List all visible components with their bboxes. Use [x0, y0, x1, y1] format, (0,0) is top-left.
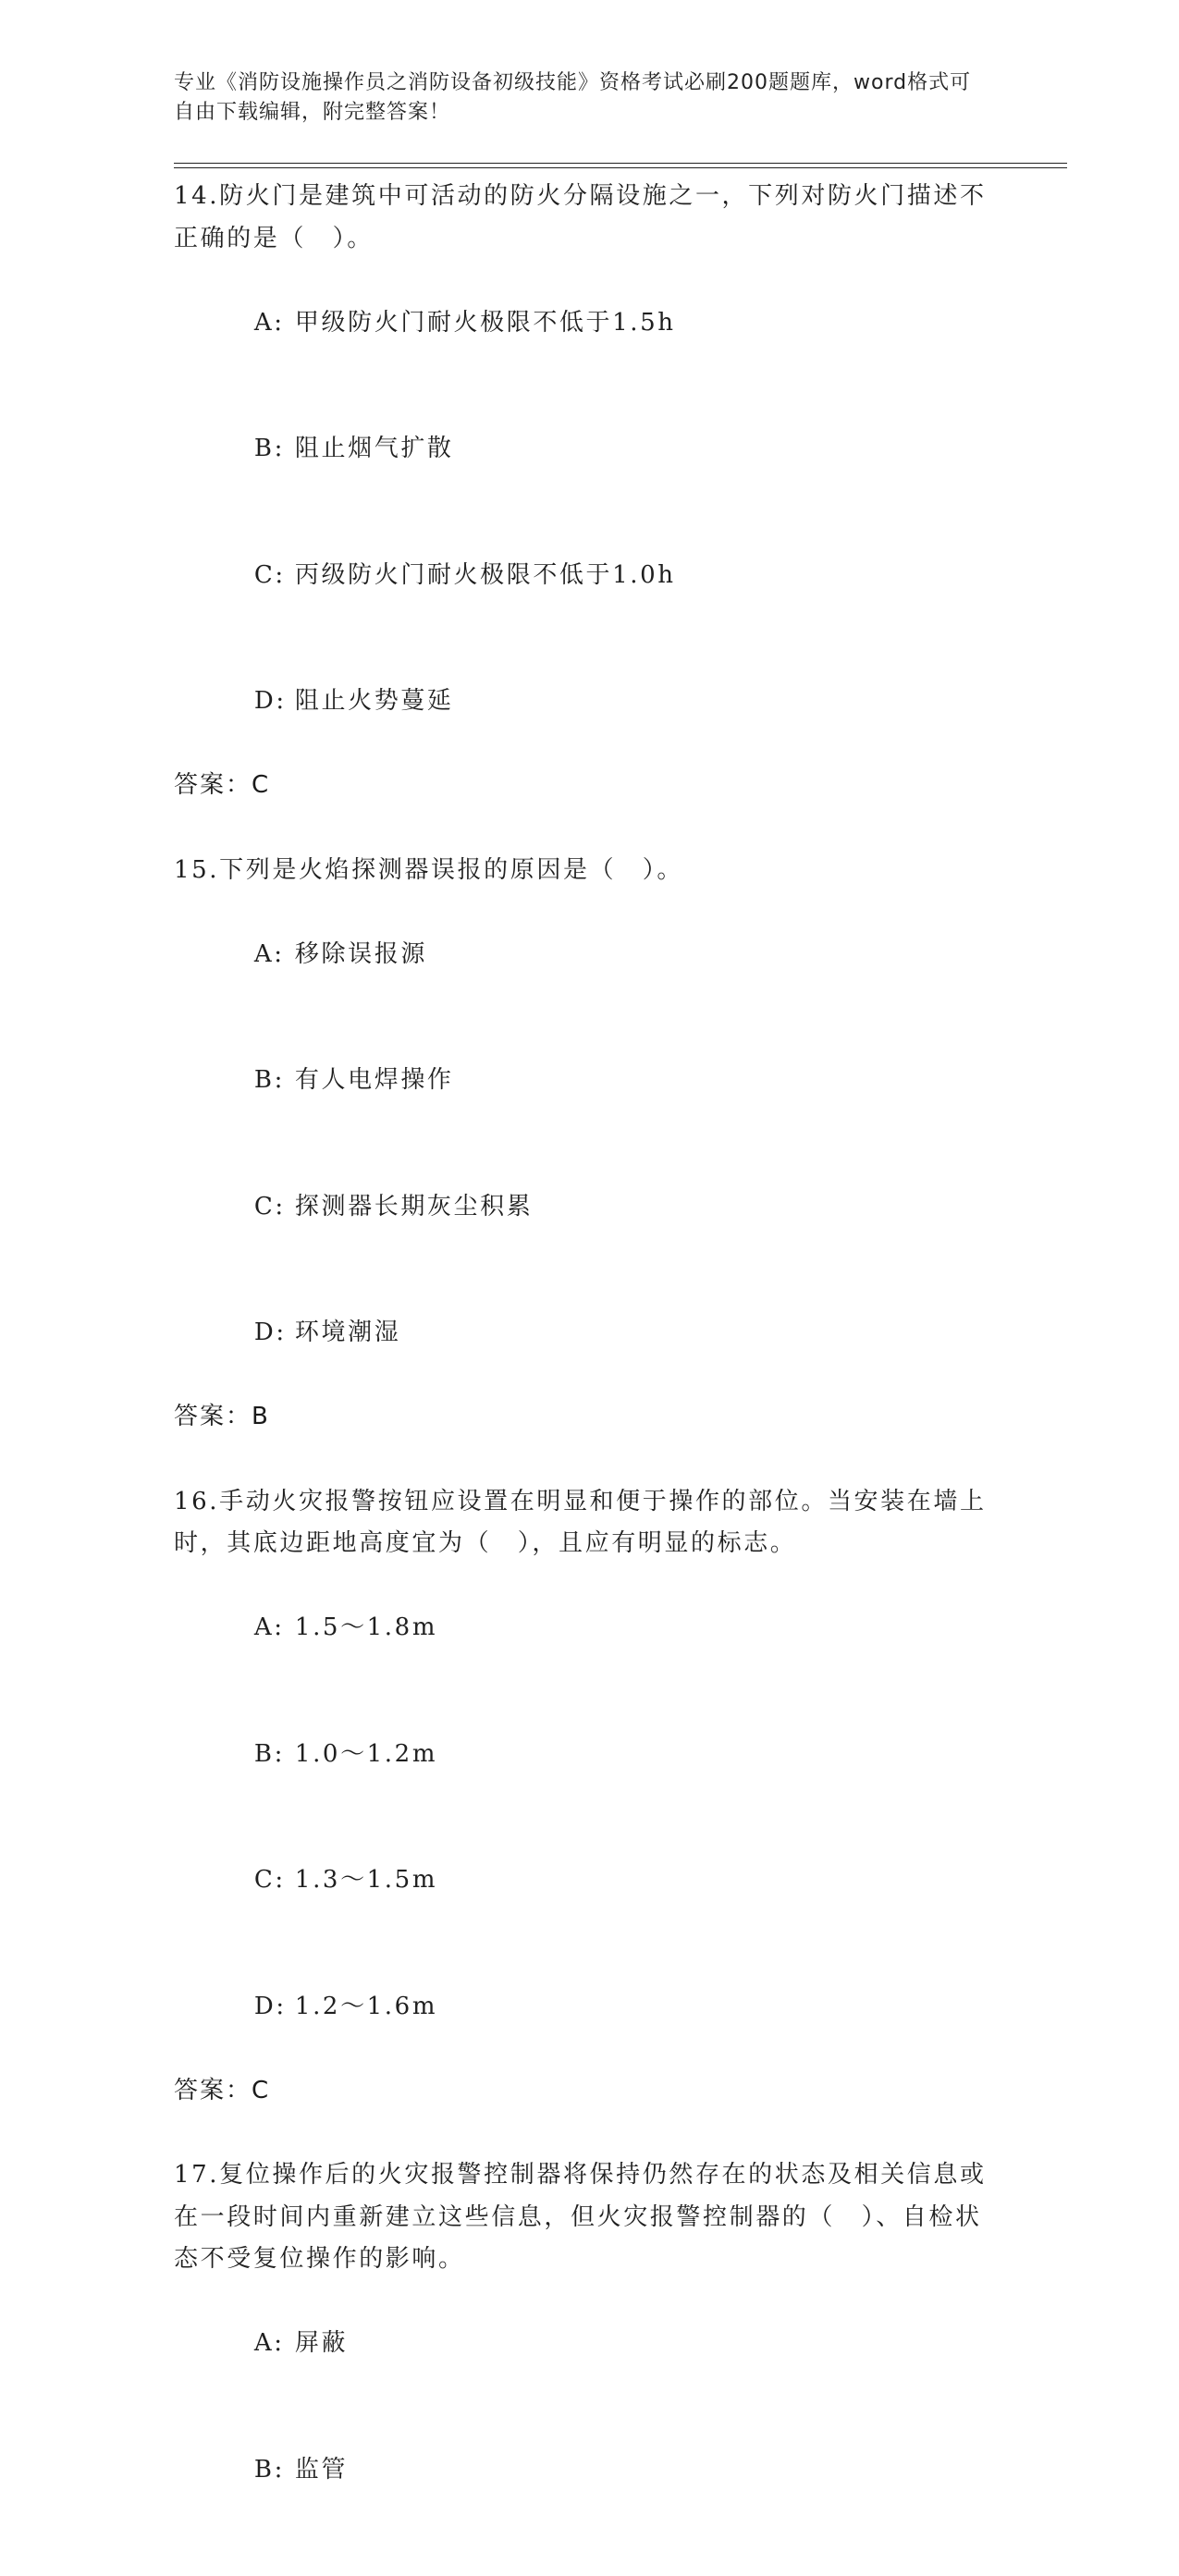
document-header: 专业《消防设施操作员之消防设备初级技能》资格考试必刷200题题库，word格式可自由下载编辑，附完整答案！: [174, 71, 972, 124]
option-c: [174, 1144, 1006, 1270]
header-divider-top: [174, 163, 1067, 164]
option-label: B:: [253, 1066, 285, 1094]
question-stem: 16.手动火灾报警按钮应设置在明显和便于操作的部位。当安装在墙上时，其底边距地高度宜为（ ），且应有明显的标志。: [174, 1487, 987, 1557]
option-label: A:: [253, 2329, 285, 2357]
option-text: 阻止火势蔓延: [294, 687, 454, 715]
option-b: [174, 2407, 1006, 2533]
answer-line: 答案：C: [174, 771, 271, 799]
option-b: [174, 386, 1006, 513]
option-label: A:: [253, 1613, 285, 1641]
option-text: 甲级防火门耐火极限不低于1.5h: [294, 308, 676, 337]
option-a: [174, 891, 1006, 1018]
option-text: 1.2～1.6m: [294, 1992, 438, 2020]
option-text: 1.3～1.5m: [294, 1866, 438, 1894]
option-b: [174, 1691, 1006, 1818]
question-16: [174, 1481, 1006, 2113]
option-label: C:: [253, 560, 286, 589]
option-text: 1.0～1.2m: [294, 1739, 438, 1768]
option-text: 1.5～1.8m: [294, 1613, 438, 1641]
option-b: [174, 1018, 1006, 1145]
option-label: B:: [253, 435, 285, 462]
option-a: [174, 260, 1006, 386]
option-label: C:: [253, 1192, 286, 1221]
option-text: 移除误报源: [294, 939, 427, 968]
option-d: [174, 1944, 1006, 2070]
question-14: [174, 176, 1006, 807]
question-list: [174, 176, 1006, 2576]
option-text: 探测器长期灰尘积累: [294, 1192, 534, 1221]
option-text: 监管: [294, 2455, 349, 2484]
option-c: [174, 512, 1006, 639]
question-stem: 15.下列是火焰探测器误报的原因是（ ）。: [174, 855, 683, 884]
option-label: D:: [253, 1319, 287, 1346]
option-c: [174, 1818, 1006, 1944]
option-text: 屏蔽: [294, 2329, 349, 2357]
option-label: A:: [253, 308, 285, 337]
option-a: [174, 1565, 1006, 1692]
option-text: 阻止烟气扩散: [294, 435, 454, 462]
option-a: [174, 2281, 1006, 2408]
option-label: B:: [253, 1739, 285, 1768]
question-17: [174, 2154, 1006, 2533]
option-text: 有人电焊操作: [294, 1066, 454, 1094]
option-label: B:: [253, 2455, 285, 2484]
option-text: 环境潮湿: [294, 1319, 401, 1346]
answer-line: 答案：B: [174, 1403, 270, 1430]
option-d: [174, 1270, 1006, 1397]
option-label: C:: [253, 1866, 286, 1894]
question-stem: 14.防火门是建筑中可活动的防火分隔设施之一，下列对防火门描述不正确的是（ ）。: [174, 182, 987, 252]
option-text: 丙级防火门耐火极限不低于1.0h: [294, 560, 676, 589]
option-label: D:: [253, 687, 287, 715]
question-stem: 17.复位操作后的火灾报警控制器将保持仍然存在的状态及相关信息或在一段时间内重新建立这些信息，但火灾报警控制器的（ ）、自检状态不受复位操作的影响。: [174, 2161, 987, 2273]
option-d: [174, 639, 1006, 766]
answer-line: 答案：C: [174, 2076, 271, 2104]
header-divider-bottom: [174, 167, 1067, 168]
option-label: A:: [253, 939, 285, 968]
question-15: [174, 850, 1006, 1439]
option-label: D:: [253, 1992, 287, 2020]
